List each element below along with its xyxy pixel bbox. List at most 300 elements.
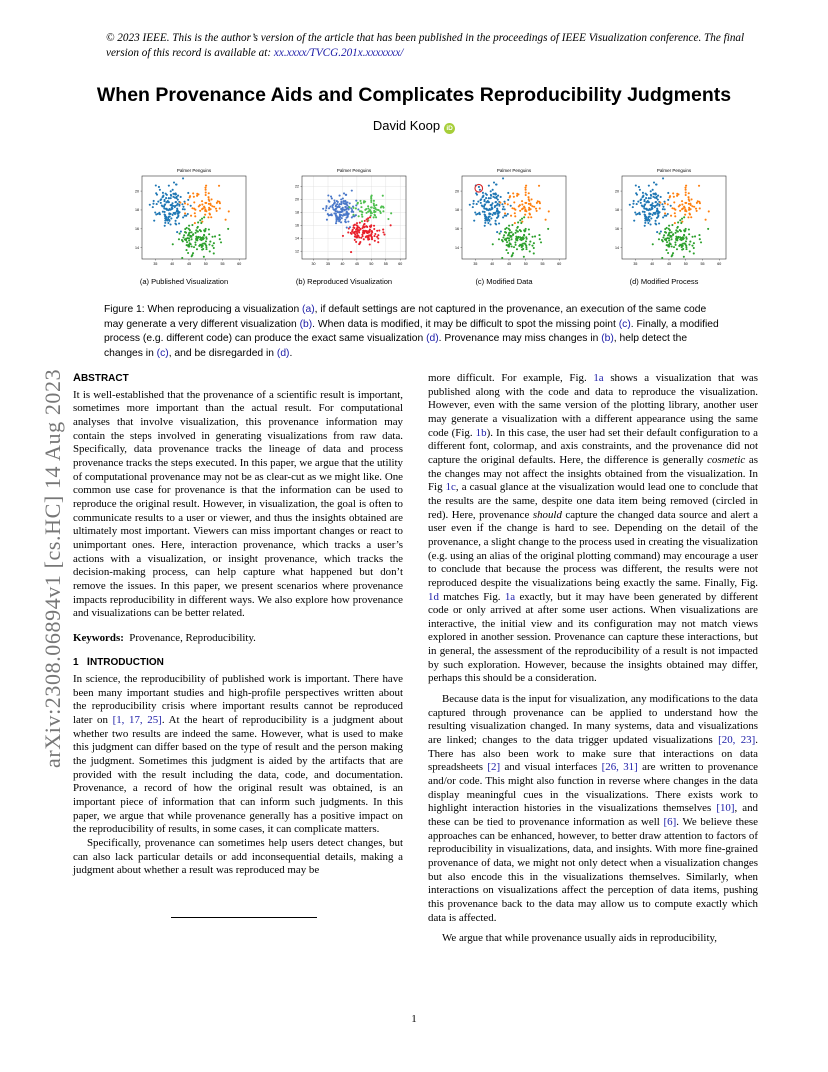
data-point	[656, 217, 658, 219]
data-point	[172, 243, 174, 245]
data-point	[179, 233, 181, 235]
data-point	[371, 236, 373, 238]
data-point	[674, 222, 676, 224]
data-point	[647, 200, 649, 202]
data-point	[534, 235, 536, 237]
scatter-plot-a	[104, 164, 264, 274]
data-point	[191, 238, 193, 240]
data-point	[705, 219, 707, 221]
data-point	[214, 235, 216, 237]
y-tick-label: 12	[295, 249, 299, 254]
citation-link[interactable]: [1, 17, 25]	[112, 714, 162, 727]
data-point	[491, 208, 493, 210]
data-point	[502, 240, 504, 242]
y-tick-label: 18	[135, 208, 139, 213]
figure-ref-link[interactable]: 1a	[593, 372, 604, 384]
data-point	[199, 236, 201, 238]
data-point	[356, 234, 358, 236]
data-point	[674, 212, 676, 214]
data-point	[668, 240, 670, 242]
data-point	[365, 212, 367, 214]
data-point	[650, 223, 652, 225]
data-point	[664, 202, 666, 204]
right-paragraph-3: We argue that while provenance usually aids in reproducibility,	[442, 932, 717, 945]
data-point	[528, 212, 530, 214]
caption-ref-d[interactable]: (d)	[426, 333, 439, 345]
data-point	[200, 230, 202, 232]
data-point	[199, 210, 201, 212]
data-point	[693, 247, 695, 249]
data-point	[653, 182, 655, 184]
data-point	[189, 195, 191, 197]
caption-ref-c[interactable]: (c)	[618, 318, 631, 330]
data-point	[215, 208, 217, 210]
data-point	[479, 189, 481, 191]
data-point	[683, 235, 685, 237]
data-point	[675, 232, 677, 234]
x-tick-label: 40	[340, 262, 345, 266]
data-point	[665, 249, 667, 251]
data-point	[514, 241, 516, 243]
data-point	[220, 241, 222, 243]
data-point	[665, 232, 667, 234]
data-point	[685, 240, 687, 242]
data-point	[688, 200, 690, 202]
data-point	[511, 224, 513, 226]
data-point	[511, 238, 513, 240]
data-point	[637, 213, 639, 215]
data-point	[503, 201, 505, 203]
data-point	[157, 201, 159, 203]
data-point	[698, 234, 700, 236]
data-point	[533, 247, 535, 249]
data-point	[383, 207, 385, 209]
data-point	[673, 196, 675, 198]
x-tick-label: 40	[650, 262, 655, 266]
data-point	[374, 240, 376, 242]
data-point	[173, 182, 175, 184]
data-point	[209, 241, 211, 243]
data-point	[691, 245, 693, 247]
data-point	[187, 203, 189, 205]
data-point	[696, 210, 698, 212]
caption-ref-b[interactable]: (b)	[299, 318, 313, 330]
data-point	[164, 222, 166, 224]
caption-ref-d[interactable]: (d)	[276, 347, 290, 359]
data-point	[358, 215, 360, 217]
data-point	[545, 219, 547, 221]
data-point	[374, 233, 376, 235]
data-point	[677, 193, 679, 195]
data-point	[481, 204, 483, 206]
data-point	[478, 186, 480, 188]
data-point	[390, 212, 392, 214]
data-point	[679, 210, 681, 212]
data-point	[327, 213, 329, 215]
citation-link[interactable]: [2]	[487, 761, 501, 774]
data-point	[355, 214, 357, 216]
data-point	[199, 219, 201, 221]
data-point	[382, 195, 384, 197]
data-point	[175, 201, 177, 203]
data-point	[330, 195, 332, 197]
data-point	[182, 216, 184, 218]
data-point	[660, 196, 662, 198]
data-point	[174, 206, 176, 208]
data-point	[484, 225, 486, 227]
data-point	[669, 195, 671, 197]
data-point	[187, 213, 189, 215]
data-point	[661, 203, 663, 205]
data-point	[332, 206, 334, 208]
data-point	[642, 192, 644, 194]
data-point	[378, 229, 380, 231]
data-point	[190, 205, 192, 207]
data-point	[679, 219, 681, 221]
data-point	[325, 205, 327, 207]
data-point	[498, 238, 500, 240]
data-point	[480, 202, 482, 204]
data-point	[193, 201, 195, 203]
data-point	[369, 234, 371, 236]
data-point	[172, 205, 174, 207]
data-point	[359, 241, 361, 243]
data-point	[331, 204, 333, 206]
data-point	[170, 217, 172, 219]
x-tick-label: 35	[633, 262, 638, 266]
data-point	[509, 235, 511, 237]
copyright-notice	[106, 31, 746, 61]
data-point	[161, 196, 163, 198]
data-point	[504, 202, 506, 204]
data-point	[524, 214, 526, 216]
data-point	[515, 232, 517, 234]
data-point	[373, 205, 375, 207]
data-point	[342, 200, 344, 202]
data-point	[514, 222, 516, 224]
data-point	[657, 195, 659, 197]
subcaption-d: (d) Modified Process	[629, 277, 699, 286]
data-point	[644, 211, 646, 213]
data-point	[184, 202, 186, 204]
data-point	[523, 242, 525, 244]
data-point	[500, 230, 502, 232]
data-point	[341, 211, 343, 213]
data-point	[496, 217, 498, 219]
data-point	[183, 234, 185, 236]
data-point	[499, 233, 501, 235]
data-point	[525, 189, 527, 191]
data-point	[355, 207, 357, 209]
data-point	[167, 200, 169, 202]
data-point	[184, 215, 186, 217]
data-point	[180, 196, 182, 198]
data-point	[525, 191, 527, 193]
data-point	[538, 234, 540, 236]
data-point	[483, 206, 485, 208]
data-point	[690, 204, 692, 206]
data-point	[510, 231, 512, 233]
data-point	[360, 210, 362, 212]
data-point	[662, 216, 664, 218]
data-point	[493, 182, 495, 184]
data-point	[662, 240, 664, 242]
data-point	[342, 208, 344, 210]
data-point	[495, 184, 497, 186]
data-point	[174, 222, 176, 224]
data-point	[648, 213, 650, 215]
data-point	[679, 236, 681, 238]
data-point	[495, 201, 497, 203]
data-point	[502, 236, 504, 238]
data-point	[530, 198, 532, 200]
figure-ref-link[interactable]: 1d	[428, 590, 439, 603]
data-point	[174, 213, 176, 215]
data-point	[525, 194, 527, 196]
data-point	[651, 208, 653, 210]
data-point	[193, 208, 195, 210]
caption-text: . When data is modified, it may be difficult to spot the missing point	[312, 318, 619, 330]
data-point	[527, 196, 529, 198]
citation-link[interactable]: [20, 23]	[718, 734, 756, 747]
data-point	[487, 222, 489, 224]
data-point	[530, 204, 532, 206]
data-point	[216, 210, 218, 212]
data-point	[663, 201, 665, 203]
data-point	[645, 193, 647, 195]
data-point	[344, 221, 346, 223]
data-point	[641, 204, 643, 206]
data-point	[329, 206, 331, 208]
data-point	[498, 204, 500, 206]
data-point	[658, 222, 660, 224]
data-point	[687, 216, 689, 218]
data-point	[472, 203, 474, 205]
data-point	[211, 236, 213, 238]
data-point	[187, 199, 189, 201]
caption-text: . Finally, a modified process (e.g. different code) can produce the exact same visualization	[104, 318, 719, 345]
data-point	[327, 194, 329, 196]
data-point	[165, 216, 167, 218]
data-point	[369, 229, 371, 231]
data-point	[507, 192, 509, 194]
x-tick-label: 55	[220, 262, 225, 266]
data-point	[687, 196, 689, 198]
data-point	[514, 212, 516, 214]
data-point	[530, 216, 532, 218]
data-point	[179, 202, 181, 204]
data-point	[502, 206, 504, 208]
data-point	[487, 209, 489, 211]
data-point	[361, 214, 363, 216]
data-point	[523, 235, 525, 237]
data-point	[668, 228, 670, 230]
data-point	[498, 222, 500, 224]
data-point	[528, 233, 530, 235]
data-point	[362, 227, 364, 229]
data-point	[513, 196, 515, 198]
data-point	[187, 192, 189, 194]
copyright-text: © 2023 IEEE. This is the author’s version of the article that has been published in the proceedings of IEEE Visualization conference. The final version of this record is available at:	[106, 32, 745, 59]
data-point	[204, 214, 206, 216]
data-point	[670, 215, 672, 217]
data-point	[693, 206, 695, 208]
data-point	[332, 208, 334, 210]
data-point	[172, 189, 174, 191]
data-point	[507, 203, 509, 205]
orcid-icon[interactable]: iD	[444, 123, 455, 134]
data-point	[347, 221, 349, 223]
caption-ref-a[interactable]: (a)	[302, 304, 315, 315]
data-point	[669, 242, 671, 244]
data-point	[180, 230, 182, 232]
data-point	[511, 255, 513, 257]
data-point	[219, 202, 221, 204]
figure-ref-link[interactable]: 1c	[445, 481, 456, 494]
data-point	[374, 211, 376, 213]
keywords-label: Keywords:	[73, 631, 124, 644]
data-point	[684, 214, 686, 216]
data-point	[182, 236, 184, 238]
data-point	[356, 222, 358, 224]
data-point	[494, 222, 496, 224]
data-point	[195, 232, 197, 234]
data-point	[641, 196, 643, 198]
data-point	[668, 225, 670, 227]
data-point	[484, 222, 486, 224]
data-point	[682, 208, 684, 210]
y-tick-label: 16	[455, 227, 459, 232]
data-point	[343, 192, 345, 194]
data-point	[672, 233, 674, 235]
figure-panel-b	[264, 164, 424, 274]
data-point	[164, 199, 166, 201]
data-point	[696, 202, 698, 204]
data-point	[161, 204, 163, 206]
data-point	[664, 208, 666, 210]
data-point	[176, 209, 178, 211]
data-point	[363, 224, 365, 226]
data-point	[490, 197, 492, 199]
data-point	[652, 193, 654, 195]
data-point	[516, 227, 518, 229]
data-point	[348, 228, 350, 230]
data-point	[640, 202, 642, 204]
data-point	[205, 245, 207, 247]
abstract-text: It is well-established that the provenance of a scientific result is important, sometimes more important than the actual result. For computational analyses that involve visualization, this provenance information may contain the steps involved in generating visualizations from raw data. Specifically, data provenance tracks the lineage of data and process provenance tracks the steps executed. In this paper, we argue that the utility of computational provenance may not be as clear-cut as we might like. One common use case for provenance is that the information can be used to reproduce the original result. However, in visualization, the goal is often to communicate results to a user or viewer, and thus the insights obtained are ultimately most important. Viewers can miss important changes or react to unimportant ones. Here, interaction provenance, which tracks a user’s actions with a visualization, or insight provenance, which tracks the decision-making process, can help capture what happened but don’t remove the issues. In this paper, we present scenarios where provenance impacts reproducibility in different ways. We also explore how provenance and visualizations can be better related.	[73, 388, 403, 620]
data-point	[525, 240, 527, 242]
data-point	[383, 234, 385, 236]
data-point	[672, 252, 674, 254]
data-point	[371, 195, 373, 197]
right-paragraph-2: Because data is the input for visualization, any modifications to the data captured through provenance can be applied to understand how the resulting visualization changed. In many systems, data and visualizations are linked; changes to the data trigger updated visualizations [20, 23]. There has also been work to make sure that interactions on data spreadsheets [2] and visual interfaces [26, 31] are written to provenance and/or code. This might also function in reverse where changes in the data display meaningful cues in the visualizations. There exists work to highlight interaction histories in the visualizations themselves [10], and these can be tied to provenance information as well [6]. We believe these approaches can be enhanced, however, to better draw attention to factors of reproducibility in visualizations, data, and insights. With more fine-grained provenance of data, we might not only detect when a visualization changes but also encode this in the visualizations themselves. Similarly, when interactions on visualizations affect the perception of data items, pushing this provenance back to the data may allow us to compute exactly which data is affected.	[428, 693, 758, 924]
data-point	[524, 210, 526, 212]
data-point	[663, 234, 665, 236]
data-point	[485, 208, 487, 210]
arxiv-identifier[interactable]: arXiv:2308.06894v1 [cs.HC] 14 Aug 2023	[40, 368, 65, 768]
caption-ref-c[interactable]: (c)	[156, 347, 169, 359]
data-point	[512, 252, 514, 254]
data-point	[204, 230, 206, 232]
data-point	[152, 203, 154, 205]
data-point	[678, 205, 680, 207]
data-point	[658, 238, 660, 240]
data-point	[355, 231, 357, 233]
citation-link[interactable]: [6]	[663, 816, 677, 828]
data-point	[213, 242, 215, 244]
data-point	[669, 235, 671, 237]
data-point	[508, 228, 510, 230]
figure-ref-link[interactable]: 1b	[475, 426, 487, 439]
data-point	[210, 198, 212, 200]
data-point	[168, 220, 170, 222]
data-point	[533, 206, 535, 208]
data-point	[674, 241, 676, 243]
data-point	[633, 200, 635, 202]
doi-link[interactable]: xx.xxxx/TVCG.201x.xxxxxxx/	[273, 47, 404, 59]
data-point	[644, 214, 646, 216]
data-point	[654, 206, 656, 208]
data-point	[373, 200, 375, 202]
data-point	[346, 201, 348, 203]
caption-ref-b[interactable]: (b)	[601, 333, 614, 345]
data-point	[523, 216, 525, 218]
data-point	[190, 215, 192, 217]
data-point	[512, 192, 514, 194]
data-point	[671, 255, 673, 257]
data-point	[155, 184, 157, 186]
data-point	[149, 204, 151, 206]
data-point	[699, 238, 701, 240]
data-point	[352, 214, 354, 216]
citation-link[interactable]: [26, 31]	[601, 761, 638, 774]
data-point	[376, 230, 378, 232]
data-point	[331, 214, 333, 216]
data-point	[528, 200, 530, 202]
data-point	[476, 203, 478, 205]
data-point	[349, 202, 351, 204]
data-point	[336, 200, 338, 202]
data-point	[339, 216, 341, 218]
data-point	[699, 207, 701, 209]
data-point	[351, 233, 353, 235]
data-point	[524, 230, 526, 232]
y-tick-label: 14	[455, 245, 459, 250]
data-point	[359, 222, 361, 224]
data-point	[189, 242, 191, 244]
data-point	[528, 203, 530, 205]
data-point	[165, 218, 167, 220]
data-point	[185, 249, 187, 251]
data-point	[371, 206, 373, 208]
data-point	[700, 241, 702, 243]
data-point	[368, 238, 370, 240]
data-point	[670, 231, 672, 233]
figure-ref-link[interactable]: 1a	[504, 590, 516, 603]
data-point	[708, 210, 710, 212]
data-point	[177, 212, 179, 214]
data-point	[648, 220, 650, 222]
data-point	[342, 202, 344, 204]
citation-link[interactable]: [10]	[716, 802, 735, 815]
data-point	[680, 222, 682, 224]
data-point	[368, 210, 370, 212]
data-point	[204, 210, 206, 212]
data-point	[639, 213, 641, 215]
data-point	[645, 218, 647, 220]
x-tick-label: 40	[170, 262, 175, 266]
data-point	[362, 235, 364, 237]
